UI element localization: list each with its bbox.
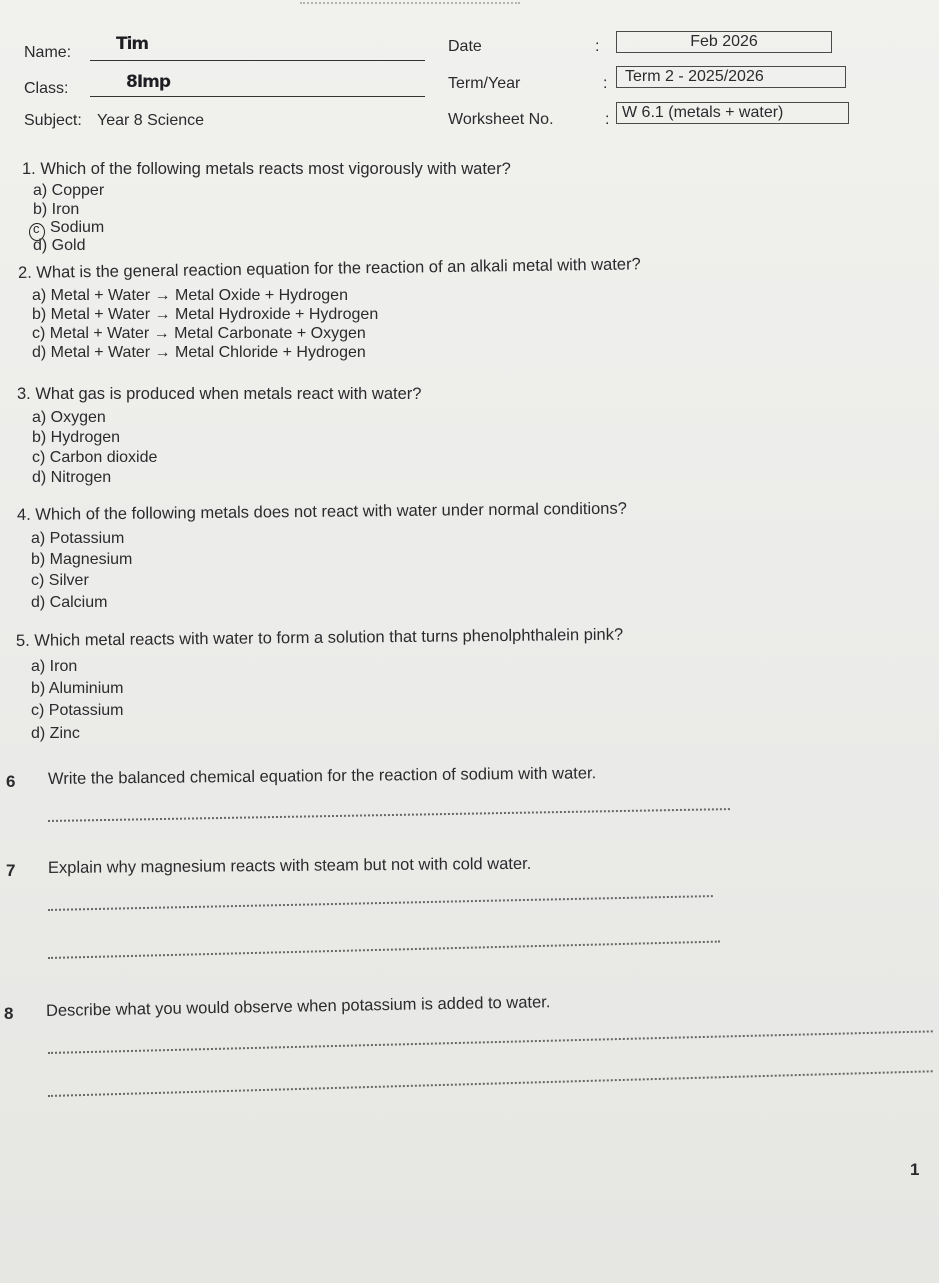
q5-option-b: b) Aluminium xyxy=(31,680,124,697)
q2-option-b: b) Metal + Water → Metal Hydroxide + Hydrogen xyxy=(32,306,379,323)
q4-option-a: a) Potassium xyxy=(31,530,125,547)
question-1: 1. Which of the following metals reacts most vigorously with water? xyxy=(22,160,511,178)
question-2: 2. What is the general reaction equation for the reaction of an alkali metal with water? xyxy=(17,255,641,282)
q1-option-b: b) Iron xyxy=(33,201,80,218)
q1-option-a: a) Copper xyxy=(33,182,105,199)
term-colon: : xyxy=(603,75,608,92)
answer-line-8a[interactable] xyxy=(48,1030,933,1054)
q1-option-c: Sodium xyxy=(50,219,105,236)
term-box: Term 2 - 2025/2026 xyxy=(616,66,846,88)
question-8: Describe what you would observe when potassium is added to water. xyxy=(45,993,551,1020)
q2-option-d: d) Metal + Water → Metal Chloride + Hydrogen xyxy=(32,344,366,361)
name-handwritten: Tim xyxy=(116,34,149,54)
answer-line-6[interactable] xyxy=(48,808,730,822)
q4-option-c: c) Silver xyxy=(31,572,89,589)
q5-option-c: c) Potassium xyxy=(31,702,124,719)
term-label: Term/Year xyxy=(448,75,521,92)
name-label: Name: xyxy=(24,44,72,61)
question-8-number: 8 xyxy=(4,1004,14,1023)
page-number: 1 xyxy=(910,1160,920,1179)
q3-option-a: a) Oxygen xyxy=(32,409,106,426)
class-label: Class: xyxy=(24,80,69,97)
q3-option-d: d) Nitrogen xyxy=(32,469,112,486)
q5-option-d: d) Zinc xyxy=(31,725,80,742)
date-box: Feb 2026 xyxy=(616,31,832,53)
question-5: 5. Which metal reacts with water to form a solution that turns phenolphthalein pink? xyxy=(15,625,624,650)
q4-option-b: b) Magnesium xyxy=(31,551,133,568)
answer-line-7a[interactable] xyxy=(48,895,713,911)
q1-option-c-letter: c xyxy=(33,221,40,236)
class-handwritten: 8Imp xyxy=(126,72,171,92)
question-7-number: 7 xyxy=(6,861,16,880)
q4-option-d: d) Calcium xyxy=(31,594,108,611)
date-colon: : xyxy=(595,38,600,55)
q5-option-a: a) Iron xyxy=(31,658,78,675)
q3-option-c: c) Carbon dioxide xyxy=(32,449,158,466)
q1-option-d: d) Gold xyxy=(33,237,86,254)
answer-line-8b[interactable] xyxy=(48,1070,933,1097)
question-7: Explain why magnesium reacts with steam but not with cold water. xyxy=(47,854,532,877)
question-6: Write the balanced chemical equation for the reaction of sodium with water. xyxy=(47,764,597,788)
worksheet-colon: : xyxy=(605,111,610,128)
date-label: Date xyxy=(448,38,482,55)
worksheet-label: Worksheet No. xyxy=(448,111,554,128)
question-6-number: 6 xyxy=(6,772,16,791)
q2-option-c: c) Metal + Water → Metal Carbonate + Oxygen xyxy=(32,325,366,342)
subject-value: Year 8 Science xyxy=(97,112,205,129)
q2-option-a: a) Metal + Water → Metal Oxide + Hydrogen xyxy=(32,287,348,304)
answer-line-7b[interactable] xyxy=(48,941,720,959)
top-edge-marking xyxy=(300,2,520,10)
subject-label: Subject: xyxy=(24,112,82,129)
question-4: 4. Which of the following metals does not react with water under normal conditions? xyxy=(16,499,627,524)
worksheet-box: W 6.1 (metals + water) xyxy=(616,102,849,124)
q3-option-b: b) Hydrogen xyxy=(32,429,121,446)
question-3: 3. What gas is produced when metals react with water? xyxy=(17,385,422,403)
